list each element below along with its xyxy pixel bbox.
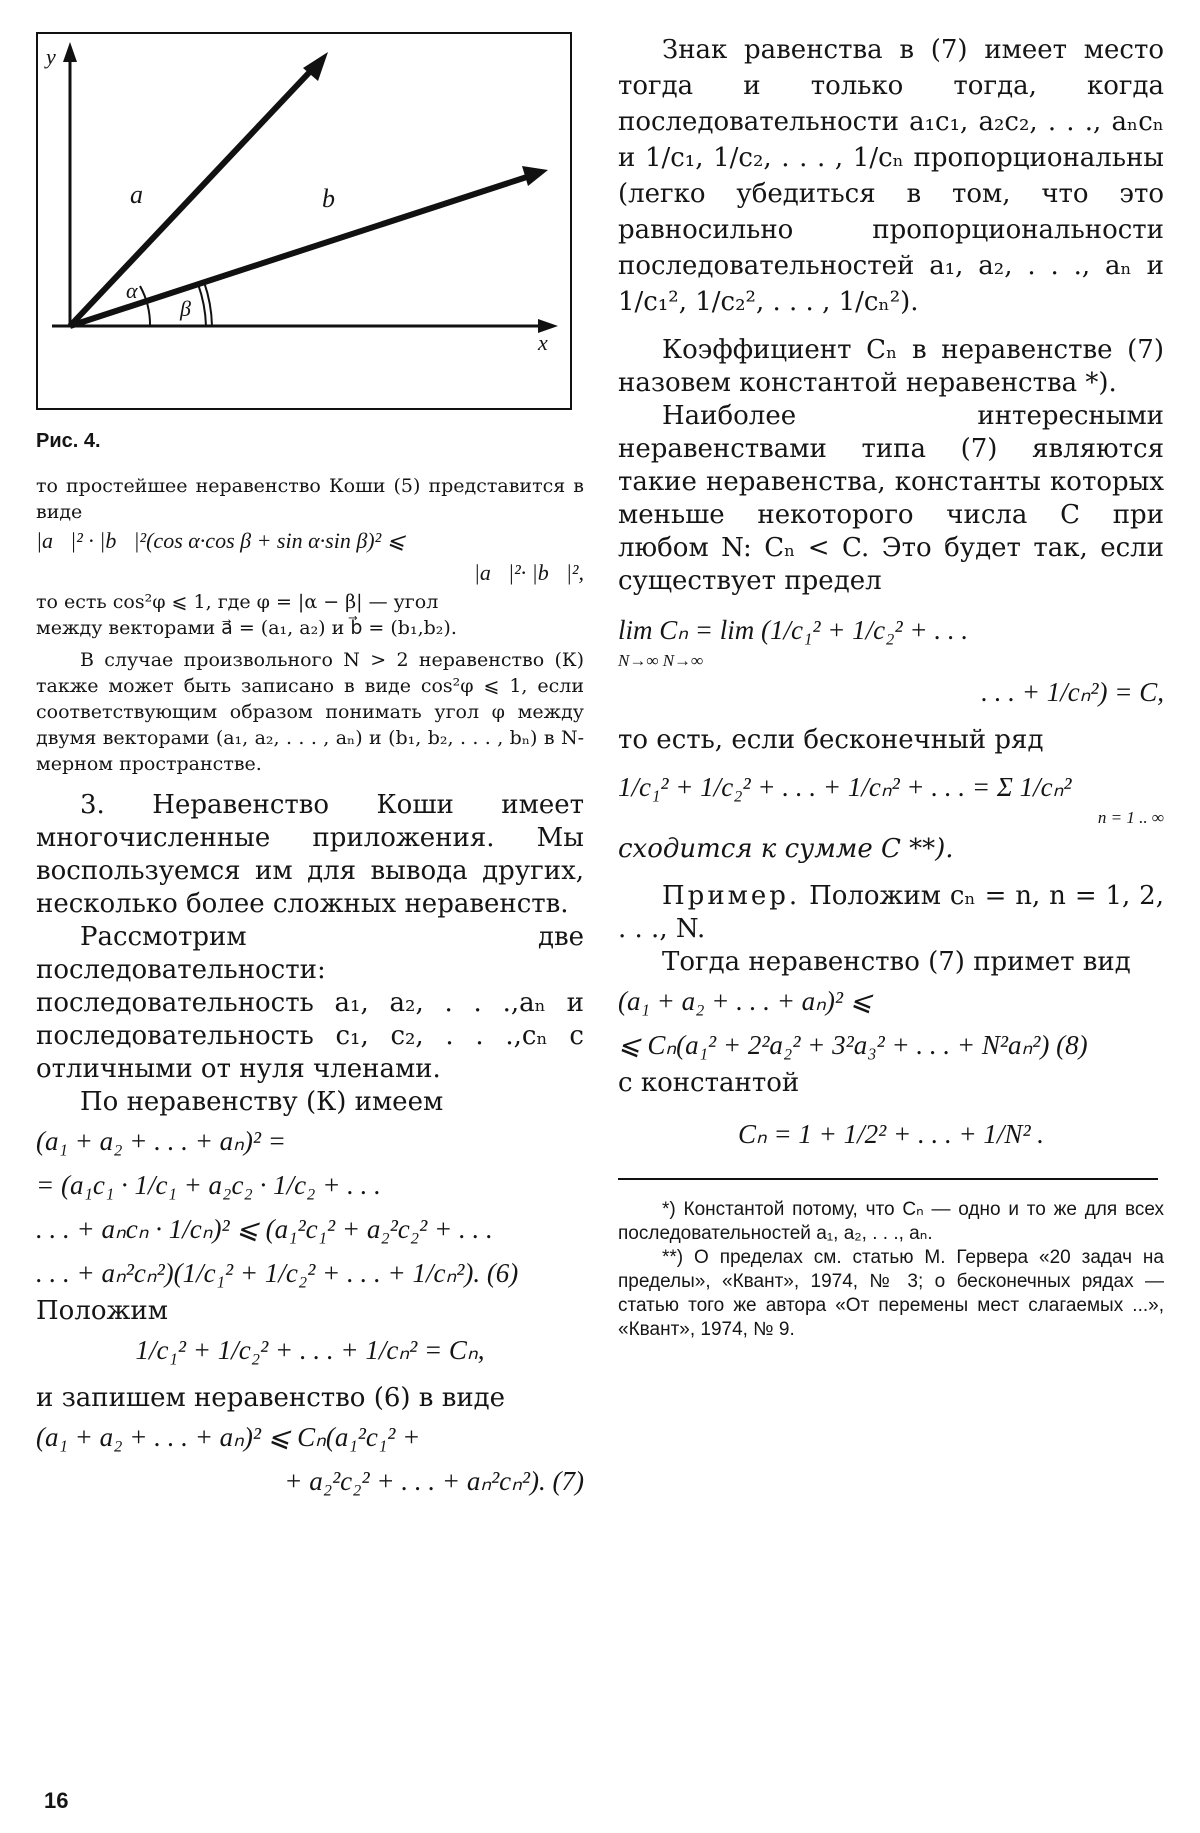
paragraph-cos-phi: то есть cos²φ ⩽ 1, где φ = |α − β| — угол <box>36 591 439 613</box>
paragraph-then: Тогда неравенство (7) примет вид <box>662 947 1131 977</box>
footnote-2: **) О пределах см. статью М. Гервера «20 задач на пределы», «Квант», 1974, № 3; о бесконечных рядах — статью того же автора «От перемены мест слагаемых ...», «Квант», 1974, № 9. <box>618 1247 1164 1340</box>
paragraph-constant: Коэффициент Cₙ в неравенстве (7) назовем константой неравенства *). <box>618 335 1164 398</box>
formula-8-line-1: (a₁ + a₂ + . . . + aₙ)² ⩽ <box>618 986 873 1016</box>
page-number: 16 <box>44 1788 69 1813</box>
axis-x-label: x <box>538 330 548 355</box>
vector-b-label: b⃗ <box>322 184 356 213</box>
vector-b-head <box>522 166 548 186</box>
paragraph-by-inequality: По неравенству (К) имеем <box>80 1087 444 1117</box>
formula-6-line-1: (a₁ + a₂ + . . . + aₙ)² = <box>36 1126 286 1156</box>
formula-vectors-2: ⩽ |a⃗|²· |b⃗|², <box>451 560 584 585</box>
angle-alpha-label: α <box>126 278 138 303</box>
angle-alpha-arc <box>140 286 150 326</box>
vector-diagram <box>38 34 570 408</box>
right-column <box>618 32 1164 1342</box>
paragraph-converges: сходится к сумме C **). <box>618 834 954 864</box>
paragraph-example <box>618 880 1164 946</box>
footnote-1: *) Константой потому, что Cₙ — одно и то же для всех последовательностей a₁, a₂, . . ., aₙ. <box>618 1199 1164 1244</box>
paragraph-interesting: Наиболее интересными неравенствами типа (7) являются такие неравенства, константы которых меньше некоторого числа C при любом N: Cₙ < C. Это будет так, если существует предел <box>618 401 1164 596</box>
footnote-divider <box>618 1178 1158 1180</box>
formula-vectors-1: |a⃗|² · |b⃗|²(cos α·cos β + sin α·sin β)² ⩽ <box>36 528 406 553</box>
paragraph-applications: 3. Неравенство Коши имеет многочисленные приложения. Мы воспользуемся им для вывода других, несколько более сложных неравенств. <box>36 790 584 919</box>
formula-cn-definition: 1/c₁² + 1/c₂² + . . . + 1/cₙ² = Cₙ, <box>135 1335 485 1365</box>
angle-beta-label: β <box>180 296 191 321</box>
formula-6-line-4: . . . + aₙ²cₙ²)(1/c₁² + 1/c₂² + . . . + 1/cₙ²). (6) <box>36 1258 519 1288</box>
formula-7-line-1: (a₁ + a₂ + . . . + aₙ)² ⩽ Cₙ(a₁²c₁² + <box>36 1422 421 1452</box>
vector-figure <box>36 32 572 410</box>
formula-limit-line-2: . . . + 1/cₙ²) = C, <box>981 677 1164 707</box>
formula-8-line-2: ⩽ Cₙ(a₁² + 2²a₂² + 3²a₃² + . . . + N²aₙ²) (8) <box>618 1030 1088 1060</box>
axis-y-label: y <box>46 44 56 69</box>
angle-beta-arc-1 <box>198 284 206 326</box>
formula-series-subscript: n = 1 .. ∞ <box>1097 808 1164 827</box>
paragraph-cauchy-simple: то простейшее неравенство Коши (5) представится в виде <box>36 475 584 523</box>
example-text: Положим cₙ = n, n = 1, 2, . . ., N. <box>618 881 1164 944</box>
example-label: Пример. <box>662 881 801 911</box>
formula-limit-line-1: lim Cₙ = lim (1/c₁² + 1/c₂² + . . . <box>618 615 969 645</box>
paragraph-let: Положим <box>36 1296 168 1326</box>
paragraph-equality-condition: Знак равенства в (7) имеет место тогда и только тогда, когда последовательности a₁c₁, a₂c₂, . . ., aₙcₙ и 1/c₁, 1/c₂, . . . , 1/cₙ пропорциональны (легко убедиться в том, что это равносильно пропорциональности последовательностей a₁, a₂, . . ., aₙ и 1/c₁², 1/c₂², . . . , 1/cₙ²). <box>618 35 1164 317</box>
paragraph-n-dimensional: В случае произвольного N > 2 неравенство (К) также может быть записано в виде cos²φ ⩽ 1, если соответствующим образом понимать угол φ между двумя векторами (a₁, a₂, . . . , aₙ) и (b₁, b₂, . . . , bₙ) в N-мерном пространстве. <box>36 649 584 775</box>
formula-6-line-3: . . . + aₙcₙ · 1/cₙ)² ⩽ (a₁²c₁² + a₂²c₂² + . . . <box>36 1214 493 1244</box>
y-axis-arrow <box>63 42 77 62</box>
formula-cn-example: Cₙ = 1 + 1/2² + . . . + 1/N² . <box>737 1119 1045 1149</box>
vector-a-label: a⃗ <box>130 180 164 209</box>
paragraph-with-constant: с константой <box>618 1068 800 1098</box>
formula-7-line-2: + a₂²c₂² + . . . + aₙ²cₙ²). (7) <box>284 1466 584 1496</box>
paragraph-vectors-def: между векторами a⃗ = (a₁, a₂) и b⃗ = (b₁,b₂). <box>36 617 457 639</box>
paragraph-sequences: Рассмотрим две последовательности: последовательность a₁, a₂, . . .,aₙ и последовательность c₁, c₂, . . .,cₙ с отличными от нуля членами. <box>36 922 584 1084</box>
left-column <box>36 32 584 1503</box>
formula-limit-subscript: N→∞ N→∞ <box>618 651 704 670</box>
formula-6-line-2: = (a₁c₁ · 1/c₁ + a₂c₂ · 1/c₂ + . . . <box>36 1170 381 1200</box>
formula-series: 1/c₁² + 1/c₂² + . . . + 1/cₙ² + . . . = Σ 1/cₙ² <box>618 772 1072 802</box>
paragraph-rewrite: и запишем неравенство (6) в виде <box>36 1383 506 1413</box>
paragraph-series: то есть, если бесконечный ряд <box>618 725 1044 755</box>
figure-caption: Рис. 4. <box>36 430 101 452</box>
